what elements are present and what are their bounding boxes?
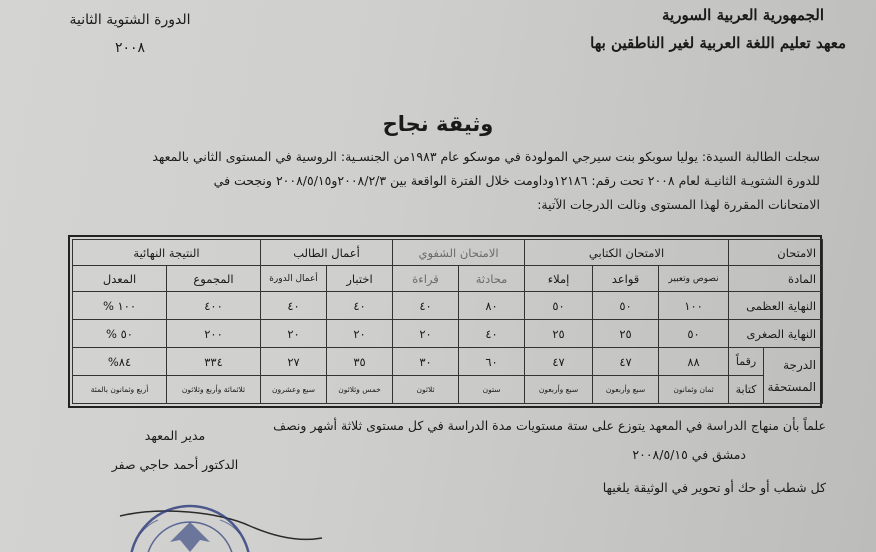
numbers-label: رقماً [729,348,763,376]
max-cell: ٥٠ [525,292,593,320]
director-name: الدكتور أحمد حاجي صفر [111,457,239,472]
max-cell: ٨٠ [459,292,525,320]
min-cell: ٢٥ [525,320,593,348]
study-note: علماً بأن منهاج الدراسة في المعهد يتوزع على ستة مستويات مدة الدراسة في كل مستوى ثلاثة أشهر ونصف [273,418,826,433]
grade-number-cell: ٨٤% [73,348,167,376]
grade-word-cell: سبع وعشرون [261,376,327,404]
signature-block [90,428,260,472]
max-cell: ٥٠ [593,292,659,320]
min-cell: ٢٠٠ [167,320,261,348]
words-label: كتابة [735,383,757,396]
min-cell: ٢٥ [593,320,659,348]
table-row-grade-words [73,376,823,404]
max-cell: ١٠٠ [659,292,729,320]
min-cell: ٥٠ [659,320,729,348]
session-year: ٢٠٠٨ [114,40,146,56]
grade-word-cell: ثمان وثمانون [659,376,729,404]
subject-dictation: إملاء [525,266,593,292]
grade-word-cell: سبع وأربعون [525,376,593,404]
subject-composition: نصوص وتعبير [659,266,729,292]
subject-conversation: محادثة [459,266,525,292]
footer-notes [266,418,826,495]
min-cell: ٢٠ [327,320,393,348]
min-label: النهاية الصغرى [729,320,823,348]
grade-number-cell: ٦٠ [459,348,525,376]
min-cell: ٢٠ [393,320,459,348]
subject-grammar: قواعد [593,266,659,292]
max-cell: ٤٠ [327,292,393,320]
issue-date: دمشق في ٢٠٠٨/٥/١٥ [632,447,746,462]
max-cell: ٤٠ [393,292,459,320]
body-line-2: للدورة الشتويـة الثانيـة لعام ٢٠٠٨ تحت رقم: ١٢١٨٦وداومت خلال الفترة الواقعة بين ٢٠٠٨/٢/٣و٢٠٠٨/٥/١٥ ونجحت في [213,173,820,188]
grade-label-line-1: الدرجة [783,357,817,372]
republic-name: الجمهورية العربية السورية [662,6,824,24]
grade-number-cell: ٣٥ [327,348,393,376]
max-cell: ٤٠ [261,292,327,320]
grade-word-cell: خمس وثلاثون [327,376,393,404]
subject-coursework: أعمال الدورة [261,266,327,292]
grades-table [72,239,823,404]
final-result-header: النتيجة النهائية [73,240,261,266]
written-exam-header: الامتحان الكتابي [525,240,729,266]
grade-number-cell: ٣٣٤ [167,348,261,376]
header-right [486,6,846,52]
subject-label: المادة [729,266,823,292]
grade-word-cell: ستون [459,376,525,404]
max-cell: ٤٠٠ [167,292,261,320]
grade-number-cell: ٤٧ [593,348,659,376]
student-work-header: أعمال الطالب [261,240,393,266]
grade-word-cell: ثلاثون [393,376,459,404]
table-row-grade-numbers [73,348,823,376]
grade-label-line-2: المستحقة [767,379,817,394]
official-stamp [100,482,330,552]
table-subject-row [73,266,823,292]
grade-label-cell [729,348,823,404]
max-label: النهاية العظمى [729,292,823,320]
body-line-1: سجلت الطالبة السيدة: يوليا سوبكو بنت سيرجي المولودة في موسكو عام ١٩٨٣من الجنسـية: الروسية في المستوى الثاني بالمعهد [152,149,820,164]
subject-test: اختبار [327,266,393,292]
table-row-min [73,320,823,348]
director-title: مدير المعهد [144,428,206,443]
subject-reading: قراءة [393,266,459,292]
min-cell: ٤٠ [459,320,525,348]
max-cell: ١٠٠ % [73,292,167,320]
exam-header: الامتحان [729,240,823,266]
header-left [60,12,200,56]
min-cell: ٥٠ % [73,320,167,348]
grade-word-cell: سبع وأربعون [593,376,659,404]
grade-word-cell: أربع وثمانون بالمئة [73,376,167,404]
grade-number-cell: ٤٧ [525,348,593,376]
subject-total: المجموع [167,266,261,292]
grade-number-cell: ٨٨ [659,348,729,376]
min-cell: ٢٠ [261,320,327,348]
table-row-max [73,292,823,320]
session-name: الدورة الشتوية الثانية [69,12,191,28]
grade-word-cell: ثلاثمائة وأربع وثلاثون [167,376,261,404]
institute-name: معهد تعليم اللغة العربية لغير الناطقين بها [590,34,846,52]
subject-average: المعدل [73,266,167,292]
tamper-warning: كل شطب أو حك أو تحوير في الوثيقة يلغيها [602,480,826,495]
document-title: وثيقة نجاح [382,112,494,136]
table-group-row [73,240,823,266]
oral-exam-header: الامتحان الشفوي [393,240,525,266]
certificate-body [100,145,820,217]
body-line-3: الامتحانات المقررة لهذا المستوى ونالت الدرجات الآتية: [537,197,820,212]
grade-number-cell: ٢٧ [261,348,327,376]
grade-number-cell: ٣٠ [393,348,459,376]
grades-table-frame [68,235,822,408]
